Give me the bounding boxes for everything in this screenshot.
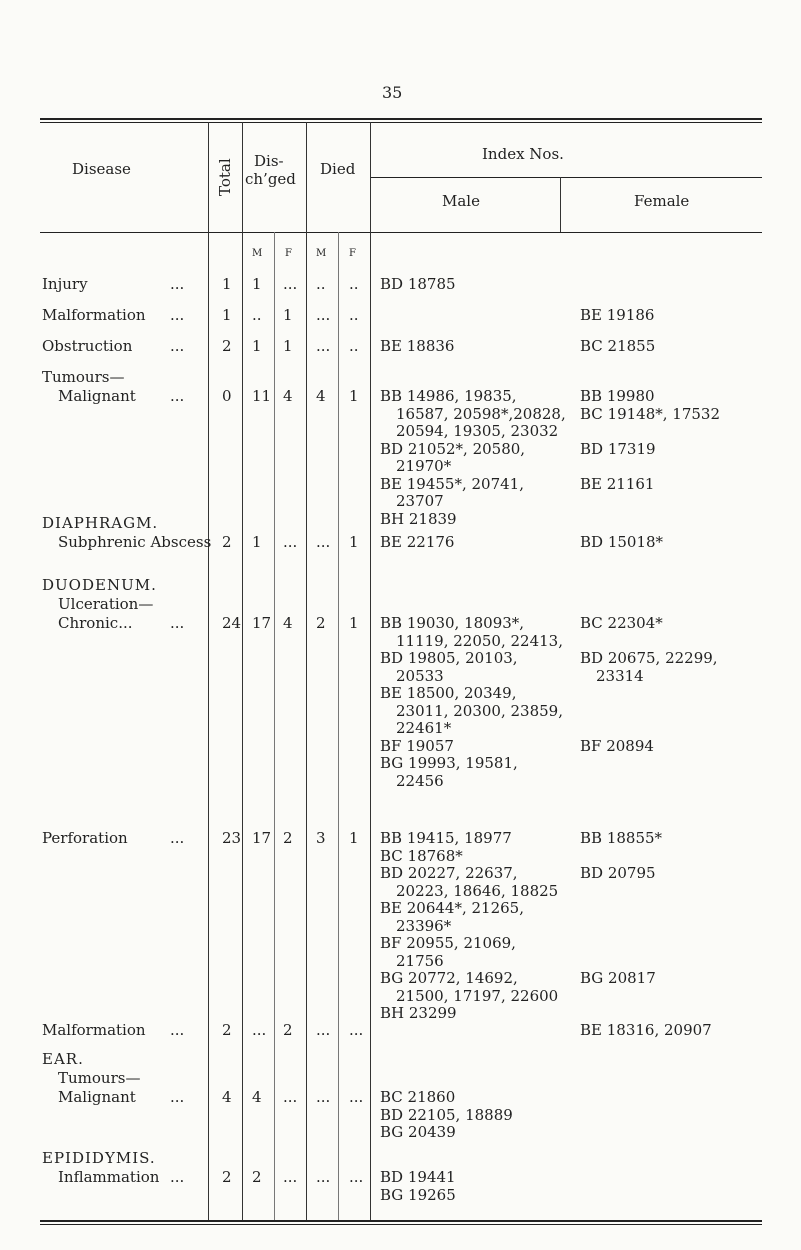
row-total: 4 — [222, 1088, 232, 1106]
row-dischd-f: ... — [283, 1168, 298, 1186]
row-dischd-f: ... — [283, 533, 298, 551]
row-leader-dots: ... — [170, 337, 185, 355]
row-leader-dots: ... — [170, 1021, 185, 1039]
row-dischd-m: 1 — [252, 533, 262, 551]
row-died-f: 1 — [349, 829, 359, 847]
row-female-index: BC 22304* — [580, 614, 663, 632]
row-dischd-f: 4 — [283, 387, 293, 405]
row-disease: Tumours— — [42, 368, 125, 386]
row-male-index: 22461* — [396, 719, 452, 737]
row-male-index: BG 19265 — [380, 1185, 456, 1204]
row-disease: Malignant — [58, 387, 136, 405]
row-male-index: 11119, 22050, 22413, — [396, 631, 563, 650]
col-rule-4 — [370, 122, 371, 1220]
section-ear: EAR. — [42, 1050, 84, 1068]
row-died-f: 1 — [349, 614, 359, 632]
row-died-m: ... — [316, 533, 331, 551]
row-male-index: BE 19455*, 20741, — [380, 474, 524, 493]
row-disease: Chronic... — [58, 614, 133, 632]
row-male-index: BG 20439 — [380, 1123, 456, 1141]
row-disease: Malformation — [42, 306, 146, 324]
row-dischd-f: 1 — [283, 337, 293, 355]
row-total: 2 — [222, 337, 232, 355]
col-rule-3 — [306, 122, 307, 1220]
section-duodenum: DUODENUM. — [42, 576, 157, 594]
row-dischd-m: 2 — [252, 1168, 262, 1186]
row-male-index: 23396* — [396, 916, 452, 935]
row-dischd-m: 1 — [252, 337, 262, 355]
row-total: 23 — [222, 829, 242, 847]
row-total: 2 — [222, 533, 232, 551]
row-female-index: BE 19186 — [580, 306, 655, 324]
top-rule — [40, 118, 762, 120]
row-male-index: BB 14986, 19835, — [380, 387, 517, 405]
row-male-index: BD 19441 — [380, 1168, 456, 1186]
row-total: 0 — [222, 387, 232, 405]
row-total: 2 — [222, 1168, 232, 1186]
row-dischd-f: 2 — [283, 1021, 293, 1039]
row-female-index: BB 18855* — [580, 829, 663, 847]
row-died-f: ... — [349, 1088, 364, 1106]
bottom-rule-thin — [40, 1224, 762, 1225]
header-dischd-1: Dis- — [254, 152, 284, 170]
row-male-index: 20533 — [396, 666, 444, 685]
row-leader-dots: ... — [170, 829, 185, 847]
bottom-rule — [40, 1220, 762, 1222]
row-male-index: BG 19993, 19581, — [380, 754, 518, 772]
row-died-f: .. — [349, 306, 359, 324]
row-died-f: .. — [349, 337, 359, 355]
row-died-m: ... — [316, 1168, 331, 1186]
row-died-f: ... — [349, 1168, 364, 1186]
header-died-m: M — [316, 248, 327, 259]
row-male-index: 23011, 20300, 23859, — [396, 701, 563, 720]
row-leader-dots: ... — [170, 275, 185, 293]
row-died-f: 1 — [349, 387, 359, 405]
row-male-index: 20223, 18646, 18825 — [396, 881, 559, 900]
row-dischd-m: 1 — [252, 275, 262, 293]
row-male-index: BE 18500, 20349, — [380, 684, 517, 702]
row-female-index: BG 20817 — [580, 969, 656, 987]
row-male-index: BF 20955, 21069, — [380, 934, 516, 952]
row-leader-dots: ... — [170, 614, 185, 632]
row-male-index: 16587, 20598*,20828, — [396, 404, 566, 423]
row-female-index: BF 20894 — [580, 736, 654, 755]
page-number: 35 — [382, 83, 403, 102]
row-total: 2 — [222, 1021, 232, 1039]
row-total: 1 — [222, 275, 232, 293]
row-dischd-f: 2 — [283, 829, 293, 847]
row-leader-dots: ... — [170, 306, 185, 324]
row-disease: Perforation — [42, 829, 128, 847]
header-dischd-f: F — [285, 248, 292, 259]
header-index: Index Nos. — [482, 145, 564, 163]
row-leader-dots: ... — [170, 1168, 185, 1186]
row-died-f: .. — [349, 275, 359, 293]
header-male: Male — [442, 192, 480, 210]
row-female-index: BD 20795 — [580, 864, 656, 882]
row-died-f: ... — [349, 1021, 364, 1039]
row-male-index: 22456 — [396, 771, 444, 790]
header-female: Female — [634, 192, 690, 210]
header-dischd-2: ch’ged — [245, 170, 296, 188]
row-disease: Tumours— — [58, 1069, 141, 1087]
row-died-m: ... — [316, 306, 331, 324]
row-male-index: 23707 — [396, 492, 444, 510]
index-sub-rule — [370, 177, 762, 178]
row-died-m: ... — [316, 337, 331, 355]
row-died-f: 1 — [349, 533, 359, 551]
row-dischd-f: ... — [283, 275, 298, 293]
row-male-index: BF 19057 — [380, 736, 454, 755]
header-rule — [40, 232, 762, 233]
top-rule-thin — [40, 122, 762, 123]
row-dischd-m: 4 — [252, 1088, 262, 1106]
row-total: 24 — [222, 614, 242, 632]
row-male-index: BD 21052*, 20580, — [380, 439, 526, 458]
row-male-index: BE 22176 — [380, 533, 455, 551]
row-female-index: BC 21855 — [580, 337, 656, 355]
row-male-index: 21756 — [396, 951, 444, 970]
row-leader-dots: ... — [170, 1088, 185, 1106]
row-disease: Injury — [42, 275, 88, 293]
row-male-index: BD 18785 — [380, 275, 456, 293]
header-died: Died — [320, 160, 356, 178]
row-female-index: BD 17319 — [580, 439, 656, 458]
row-male-index: BC 21860 — [380, 1088, 456, 1106]
row-female-index: BD 20675, 22299, — [580, 649, 718, 667]
row-disease: Malformation — [42, 1021, 146, 1039]
row-leader-dots: ... — [170, 387, 185, 405]
row-dischd-f: ... — [283, 1088, 298, 1106]
row-disease: Ulceration— — [58, 595, 154, 613]
row-female-index: BB 19980 — [580, 387, 655, 405]
col-rule-1 — [208, 122, 209, 1220]
row-male-index: BE 20644*, 21265, — [380, 899, 524, 917]
row-male-index: BB 19415, 18977 — [380, 829, 512, 847]
row-male-index: BB 19030, 18093*, — [380, 614, 525, 632]
row-dischd-m: ... — [252, 1021, 267, 1039]
row-female-index: BE 21161 — [580, 474, 655, 493]
row-male-index: 21500, 17197, 22600 — [396, 986, 559, 1005]
row-died-m: 4 — [316, 387, 326, 405]
row-male-index: 21970* — [396, 457, 452, 475]
row-male-index: BD 20227, 22637, — [380, 864, 518, 882]
row-male-index: 20594, 19305, 23032 — [396, 422, 559, 440]
col-rule-dischd-mf — [274, 232, 275, 1220]
row-disease: Obstruction — [42, 337, 133, 355]
header-disease: Disease — [72, 160, 131, 178]
col-rule-2 — [242, 122, 243, 1220]
row-disease: Subphrenic Abscess — [58, 533, 212, 551]
row-died-m: .. — [316, 275, 326, 293]
row-male-index: BE 18836 — [380, 337, 455, 355]
row-female-index: 23314 — [596, 666, 644, 685]
row-female-index: BD 15018* — [580, 533, 664, 551]
row-dischd-m: 17 — [252, 614, 272, 632]
row-died-m: ... — [316, 1088, 331, 1106]
row-disease: Inflammation — [58, 1168, 160, 1186]
row-dischd-f: 4 — [283, 614, 293, 632]
section-epididymis: EPIDIDYMIS. — [42, 1149, 156, 1167]
row-dischd-f: 1 — [283, 306, 293, 324]
row-male-index: BG 20772, 14692, — [380, 969, 518, 987]
row-male-index: BC 18768* — [380, 846, 463, 865]
section-diaphragm: DIAPHRAGM. — [42, 514, 159, 532]
col-rule-male-female — [560, 177, 561, 232]
row-male-index: BH 23299 — [380, 1004, 457, 1022]
header-dischd-m: M — [252, 248, 263, 259]
row-male-index: BD 22105, 18889 — [380, 1105, 513, 1124]
header-died-f: F — [349, 248, 356, 259]
row-dischd-m: 17 — [252, 829, 272, 847]
row-male-index: BH 21839 — [380, 509, 457, 528]
col-rule-died-mf — [338, 232, 339, 1220]
row-dischd-m: .. — [252, 306, 262, 324]
row-died-m: ... — [316, 1021, 331, 1039]
header-total: Total — [216, 158, 234, 196]
row-died-m: 3 — [316, 829, 326, 847]
row-female-index: BC 19148*, 17532 — [580, 404, 721, 423]
row-disease: Malignant — [58, 1088, 136, 1106]
row-dischd-m: 11 — [252, 387, 272, 405]
row-died-m: 2 — [316, 614, 326, 632]
row-total: 1 — [222, 306, 232, 324]
row-male-index: BD 19805, 20103, — [380, 649, 518, 667]
row-female-index: BE 18316, 20907 — [580, 1021, 712, 1039]
